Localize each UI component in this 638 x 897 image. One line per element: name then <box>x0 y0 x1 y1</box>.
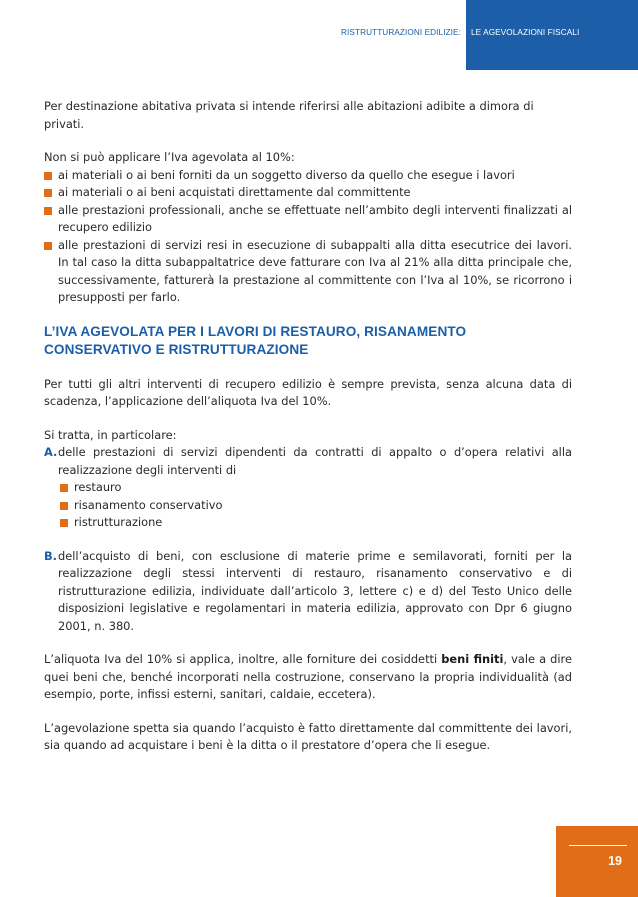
list-item <box>44 184 572 202</box>
square-bullet-icon <box>60 519 68 527</box>
page-number-box <box>556 826 638 897</box>
lettered-item-b <box>44 548 572 636</box>
list-item-text: ai materiali o ai beni acquistati direttamente dal committente <box>58 185 411 199</box>
square-bullet-icon <box>60 484 68 492</box>
sub-list-item <box>44 479 572 497</box>
section-paragraph: Si tratta, in particolare: <box>44 427 177 442</box>
sub-list-item-text: restauro <box>74 480 122 494</box>
list-item <box>44 167 572 185</box>
intro-paragraph: Per destinazione abitativa privata si intende riferirsi alle abitazioni adibite a dimora di privati. <box>44 99 534 131</box>
exclusions-lead: Non si può applicare l’Iva agevolata al 10%: <box>44 150 295 164</box>
list-item-text: ai materiali o ai beni forniti da un soggetto diverso da quello che esegue i lavori <box>58 167 515 182</box>
square-bullet-icon <box>44 172 52 180</box>
paragraph-text: , vale a dire quei beni che, benché incorporati nella costruzione, conservano la propria individualità (ad esempio, porte, infissi esterni, sanitari, caldaie, eccetera). <box>44 652 572 701</box>
sub-list-item <box>44 497 572 515</box>
list-item <box>44 237 572 307</box>
header-chapter-title: LE AGEVOLAZIONI FISCALI <box>466 0 638 70</box>
section-paragraph: L’agevolazione spetta sia quando l’acquisto è fatto direttamente dal committente dei lavori, sia quando ad acquistare i beni è la ditta o il prestatore d’opera che li esegue. <box>44 720 572 752</box>
sub-list-item <box>44 514 572 532</box>
square-bullet-icon <box>60 502 68 510</box>
sub-list-item-text: ristrutturazione <box>74 515 163 529</box>
footer-divider <box>569 845 627 846</box>
bold-term: beni finiti <box>441 652 504 666</box>
square-bullet-icon <box>44 242 52 250</box>
sub-list-item-text: risanamento conservativo <box>74 497 223 512</box>
header-section-label: RISTRUTTURAZIONI EDILIZIE: <box>341 28 461 37</box>
square-bullet-icon <box>44 207 52 215</box>
section-paragraph <box>44 651 572 704</box>
item-letter: A. <box>44 445 58 459</box>
paragraph-text: L’aliquota Iva del 10% si applica, inoltre, alle forniture dei cosiddetti <box>44 652 438 666</box>
lettered-item-text: dell’acquisto di beni, con esclusione di materie prime e semilavorati, forniti per la realizzazione degli stessi interventi di restauro, risanamento conservativo e di ristrutturazione edilizia, individuate dall’articolo 3, lettere c) e d) del Testo Unico delle disposizioni legislative e regolamentari in materia edilizia, approvato con Dpr 6 giugno 2001, n. 380. <box>58 548 572 633</box>
list-item <box>44 202 572 237</box>
section-heading: L’IVA AGEVOLATA PER I LAVORI DI RESTAURO, RISANAMENTO CONSERVATIVO E RISTRUTTURAZIONE <box>44 323 467 357</box>
item-letter: B. <box>44 548 58 563</box>
page-content <box>44 98 572 755</box>
square-bullet-icon <box>44 189 52 197</box>
lettered-item-a <box>44 444 572 479</box>
section-paragraph: Per tutti gli altri interventi di recupero edilizio è sempre prevista, senza alcuna data di scadenza, l’applicazione dell’aliquota Iva del 10%. <box>44 376 572 408</box>
list-item-text: alle prestazioni di servizi resi in esecuzione di subappalti alla ditta esecutrice dei lavori. In tal caso la ditta subappaltatrice deve fatturare con Iva al 21% alla ditta principale che, successivamente, fatturerà la prestazione al committente con l’Iva al 10%, se ricorrono i presupposti per farlo. <box>58 237 572 304</box>
list-item-text: alle prestazioni professionali, anche se effettuate nell’ambito degli interventi finalizzati al recupero edilizio <box>58 202 572 234</box>
lettered-item-text: delle prestazioni di servizi dipendenti da contratti di appalto o d’opera relativi alla realizzazione degli interventi di <box>58 445 572 477</box>
page-number: 19 <box>608 854 622 868</box>
